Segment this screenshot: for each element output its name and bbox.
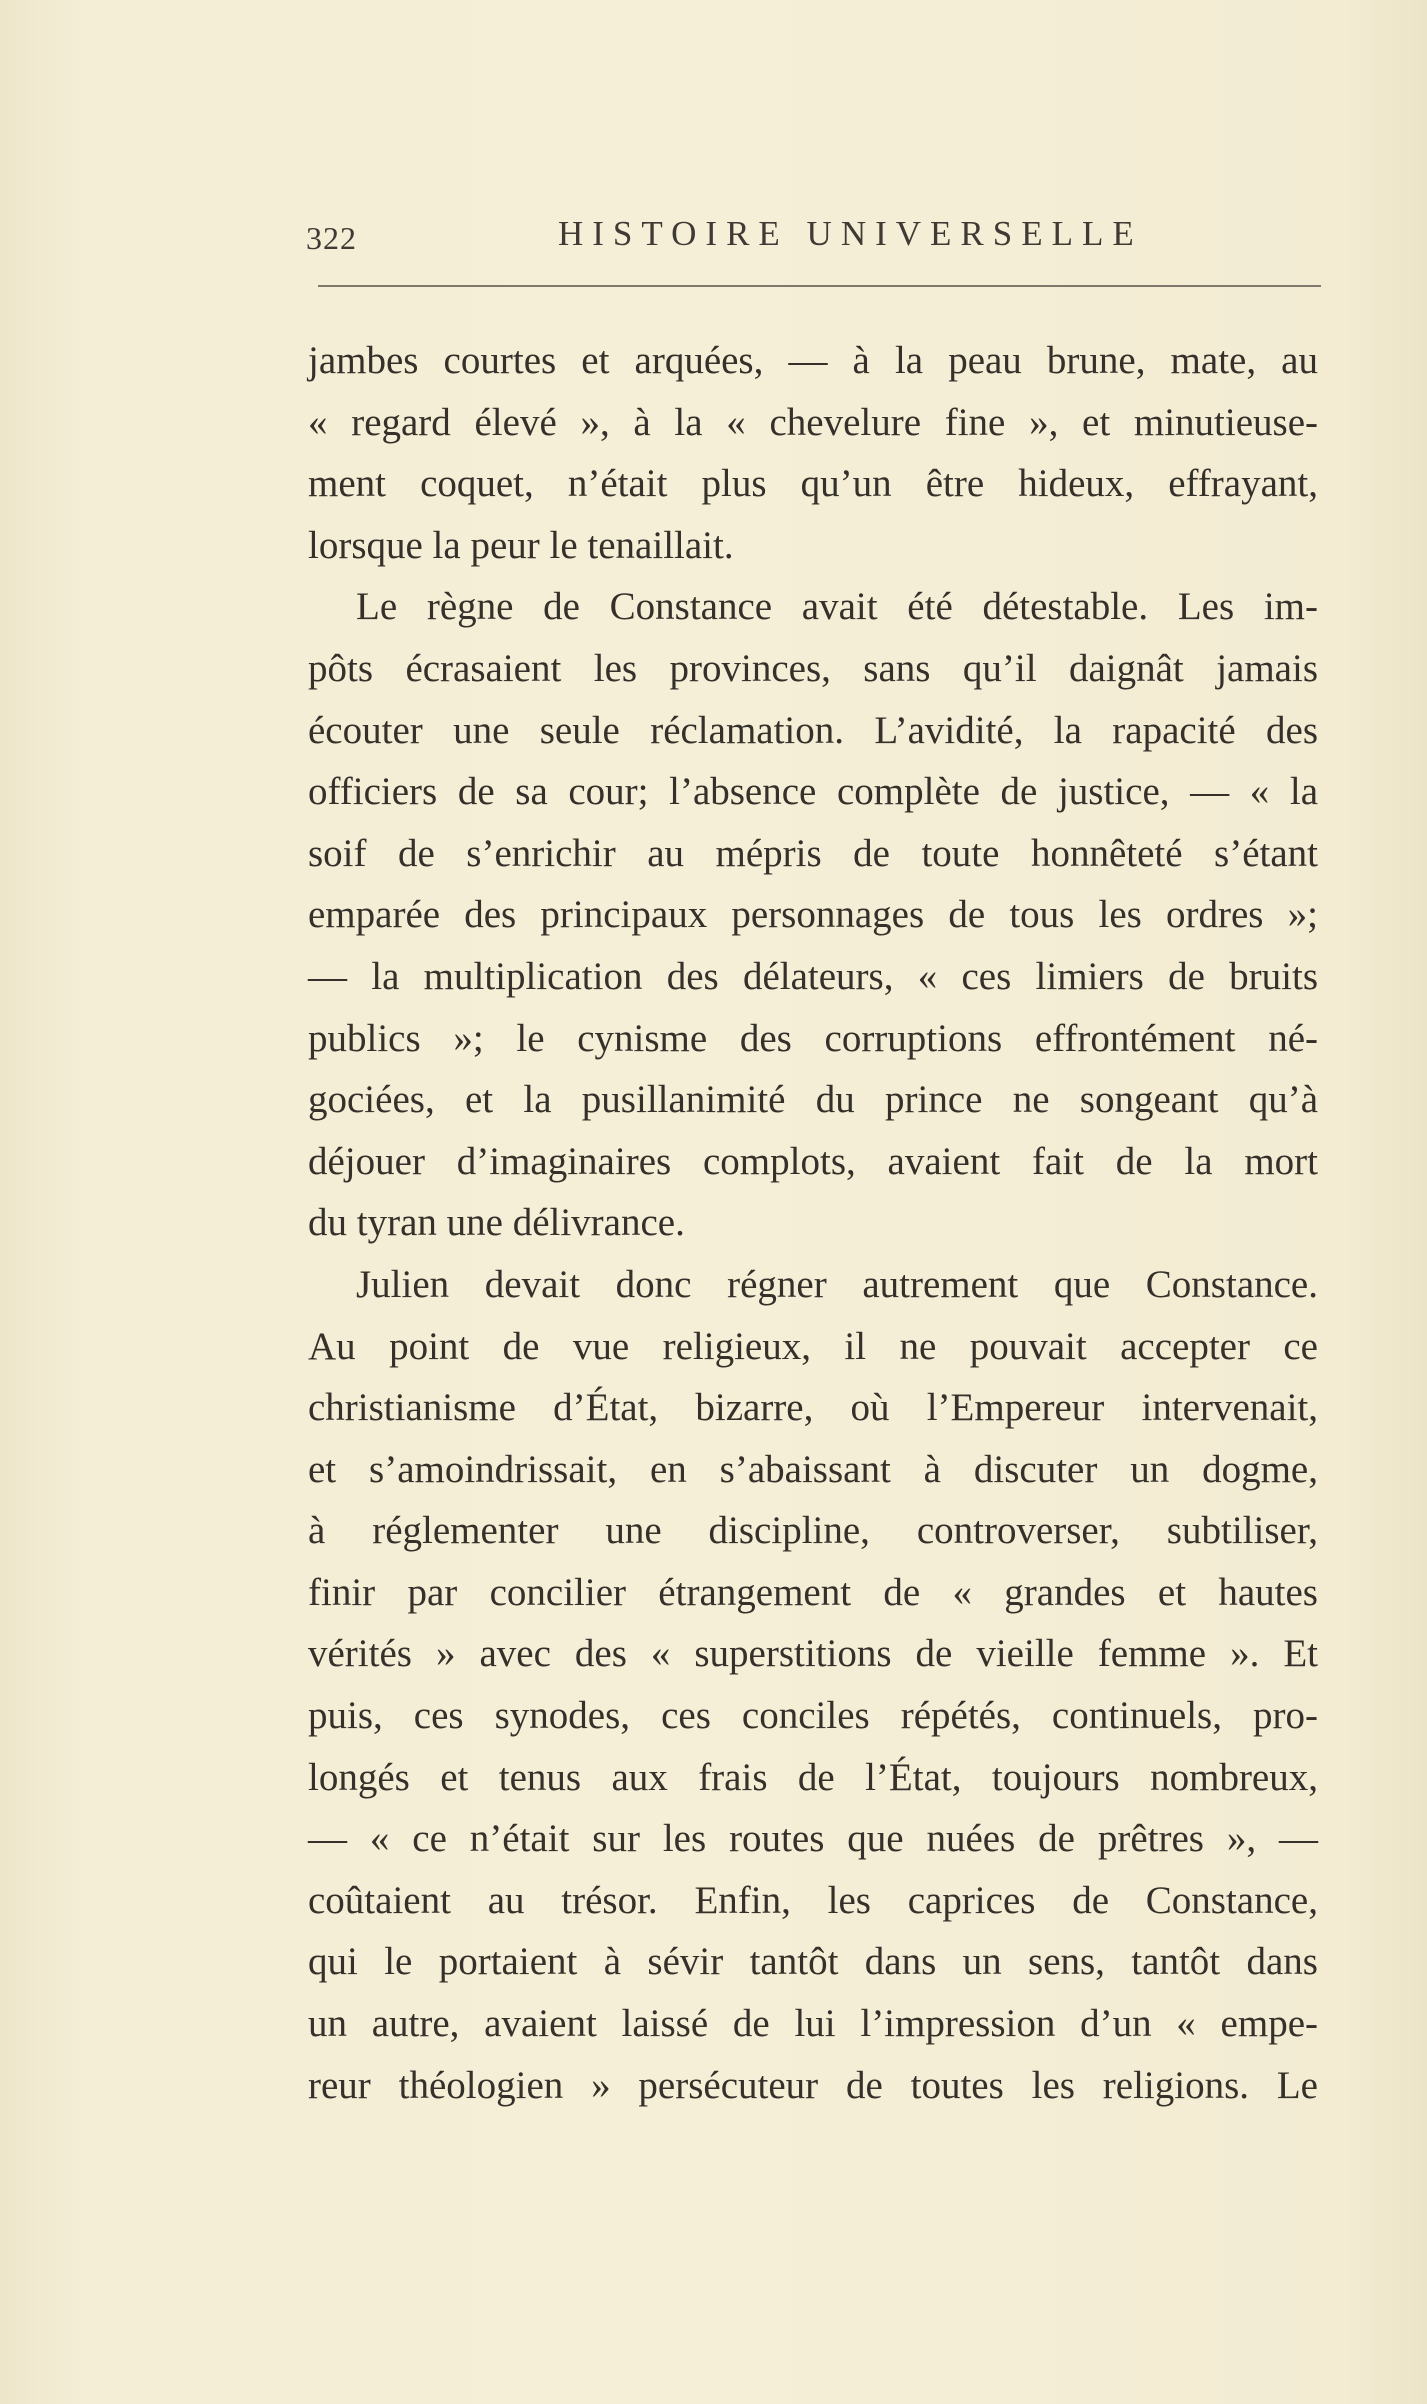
text-line: soif de s’enrichir au mépris de toute honnêteté s’étant (308, 831, 1318, 875)
running-title: HISTOIRE UNIVERSELLE (558, 214, 1143, 253)
paragraph-start-line: Julien devait donc régner autrement que Constance. (356, 1262, 1318, 1306)
text-line: longés et tenus aux frais de l’État, toujours nombreux, (308, 1755, 1318, 1799)
body-text (308, 330, 1318, 2116)
text-line: Au point de vue religieux, il ne pouvait accepter ce (308, 1324, 1318, 1368)
text-line: coûtaient au trésor. Enfin, les caprices de Constance, (308, 1878, 1318, 1922)
running-head (306, 214, 1321, 264)
text-line: qui le portaient à sévir tantôt dans un sens, tantôt dans (308, 1940, 1318, 1984)
text-line: puis, ces synodes, ces conciles répétés, continuels, pro- (308, 1694, 1318, 1738)
paragraph-start-line: Le règne de Constance avait été détestable. Les im- (356, 585, 1318, 629)
text-line: officiers de sa cour; l’absence complète de justice, — « la (308, 770, 1318, 814)
text-line: emparée des principaux personnages de tous les ordres »; (308, 893, 1318, 937)
text-line: finir par concilier étrangement de « grandes et hautes (308, 1570, 1318, 1614)
text-line: écouter une seule réclamation. L’avidité, la rapacité des (308, 708, 1318, 752)
text-line: pôts écrasaient les provinces, sans qu’il daignât jamais (308, 646, 1318, 690)
text-line: reur théologien » persécuteur de toutes les religions. Le (308, 2063, 1318, 2107)
text-line: christianisme d’État, bizarre, où l’Empereur intervenait, (308, 1386, 1318, 1430)
text-line: vérités » avec des « superstitions de vieille femme ». Et (308, 1632, 1318, 1676)
text-line: — la multiplication des délateurs, « ces limiers de bruits (308, 954, 1318, 998)
text-line: du tyran une délivrance. (308, 1201, 685, 1245)
header-rule (318, 285, 1321, 287)
text-line: publics »; le cynisme des corruptions effrontément né- (308, 1016, 1318, 1060)
text-line: « regard élevé », à la « chevelure fine », et minutieuse- (308, 400, 1318, 444)
text-line: lorsque la peur le tenaillait. (308, 523, 734, 567)
text-line: ment coquet, n’était plus qu’un être hideux, effrayant, (308, 462, 1318, 506)
text-line: déjouer d’imaginaires complots, avaient fait de la mort (308, 1139, 1318, 1183)
text-line: — « ce n’était sur les routes que nuées de prêtres », — (308, 1817, 1318, 1861)
page-number: 322 (306, 220, 357, 256)
text-line: et s’amoindrissait, en s’abaissant à discuter un dogme, (308, 1447, 1318, 1491)
text-line: un autre, avaient laissé de lui l’impression d’un « empe- (308, 2002, 1318, 2046)
text-line: à réglementer une discipline, controverser, subtiliser, (308, 1509, 1318, 1553)
text-line: jambes courtes et arquées, — à la peau brune, mate, au (308, 339, 1318, 382)
text-line: gociées, et la pusillanimité du prince ne songeant qu’à (308, 1078, 1318, 1122)
